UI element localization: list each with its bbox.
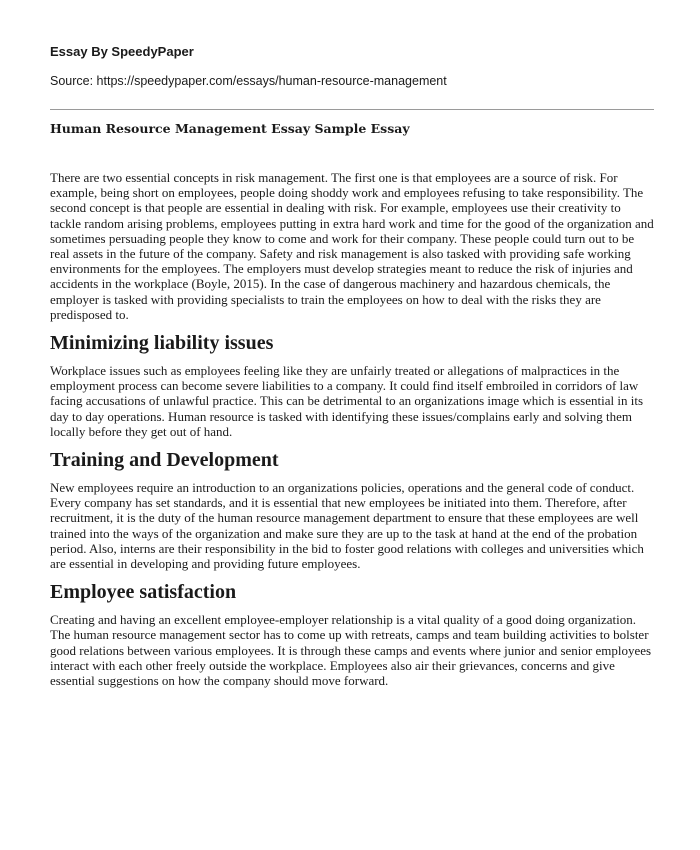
section-paragraph-liability: Workplace issues such as employees feeling like they are unfairly treated or allegations of malpractices in the employment process can become severe liabilities to a company. It could find itself embroiled in corridors of law facing accusations of unlawful practice. This can be detrimental to an organizations image which is essential in its day to day operations. Human resource is tasked with identifying these issues/complains early and solving them locally before they get out of hand. (50, 363, 644, 439)
header-divider (50, 109, 654, 110)
document-title: Human Resource Management Essay Sample Essay (50, 121, 410, 136)
intro-paragraph: There are two essential concepts in risk management. The first one is that employees are a source of risk. For example, being short on employees, people doing shoddy work and employees refusing to take responsibility. The second concept is that people are essential in dealing with risk. For example, employees use their creativity to tackle random arising problems, employees putting in extra hard work and time for the good of the organization and sometimes persuading people they know to come and work for their company. These people could turn out to be real assets in the future of the company. Safety and risk management is also tasked with providing safe working environments for the employees. The employers must develop strategies meant to reduce the risk of injuries and accidents in the workplace (Boyle, 2015). In the case of dangerous machinery and hazardous chemicals, the employer is tasked with providing specialists to train the employees on how to deal with the risks they are predisposed to. (50, 170, 654, 322)
section-heading-liability: Minimizing liability issues (50, 332, 274, 355)
source-line: Source: https://speedypaper.com/essays/human-resource-management (50, 74, 447, 88)
brand-line: Essay By SpeedyPaper (50, 44, 194, 59)
document-body (50, 170, 654, 688)
section-paragraph-training: New employees require an introduction to an organizations policies, operations and the general code of conduct. Every company has set standards, and it is essential that new employees be initiated into them. Therefore, after recruitment, it is the duty of the human resource management department to ensure that these employees are well trained into the ways of the organization and make sure they are up to the task at hand at the end of the probation period. Also, interns are their responsibility in the bid to foster good relations with colleges and universities which are essential in developing and providing future employees. (50, 480, 644, 572)
section-heading-training: Training and Development (50, 449, 279, 472)
section-paragraph-satisfaction: Creating and having an excellent employee-employer relationship is a vital quality of a good doing organization. The human resource management sector has to come up with retreats, camps and team building activities to bolster good relations between various employees. It is through these camps and events where junior and senior employees interact with each other freely outside the workplace. Employees also air their grievances, concerns and give essential suggestions on how the company should move forward. (50, 612, 652, 689)
section-heading-satisfaction: Employee satisfaction (50, 581, 237, 604)
